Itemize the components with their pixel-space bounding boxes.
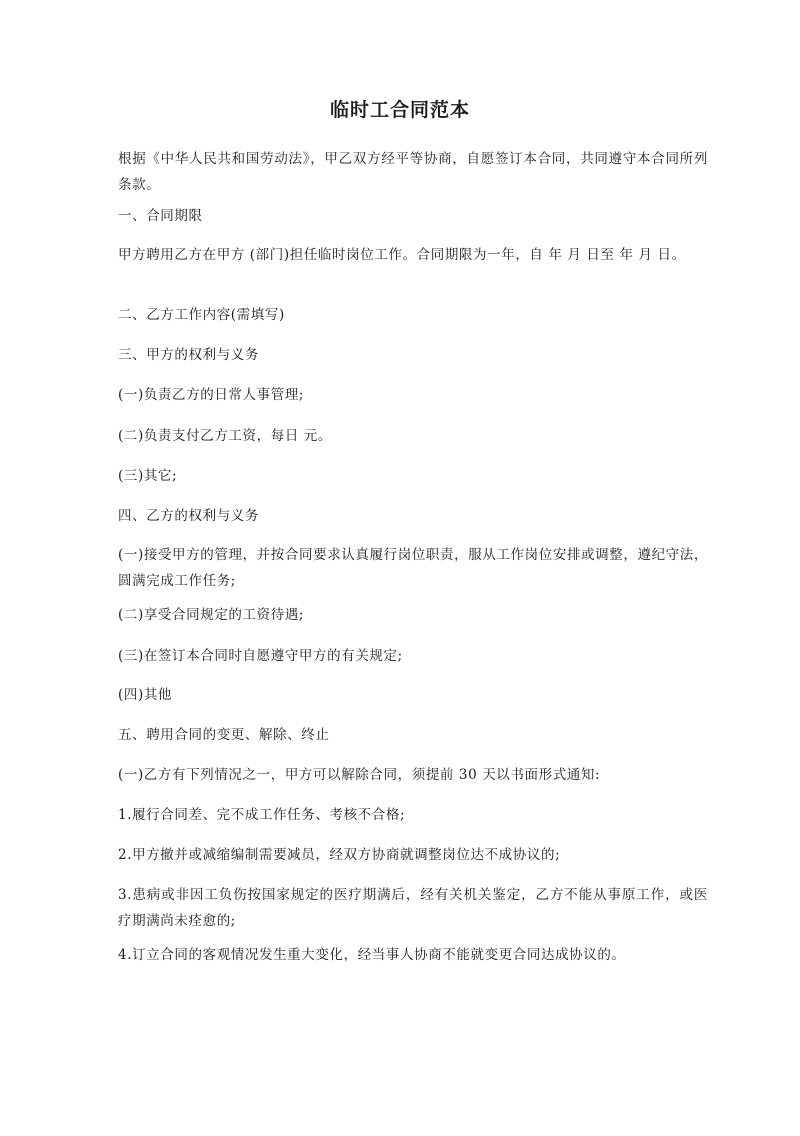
termination-item-1: 1.履行合同差、完不成工作任务、考核不合格; [118, 807, 406, 823]
section-heading-employee-rights: 四、乙方的权利与义务 [118, 508, 259, 524]
intro-paragraph: 根据《中华人民共和国劳动法》，甲乙双方经平等协商，自愿签订本合同，共同遵守本合同所列条款。 [118, 151, 708, 193]
section-heading-termination: 五、聘用合同的变更、解除、终止 [118, 727, 330, 743]
document-title: 临时工合同范本 [329, 99, 470, 121]
termination-clause-1: (一)乙方有下列情况之一，甲方可以解除合同，须提前 30 天以书面形式通知: [118, 767, 601, 783]
employee-clause-3: (三)在签订本合同时自愿遵守甲方的有关规定; [118, 648, 403, 664]
employee-clause-1: (一)接受甲方的管理，并按合同要求认真履行岗位职责，服从工作岗位安排或调整，遵纪守法，圆满完成工作任务; [118, 547, 708, 589]
termination-item-4: 4.订立合同的客观情况发生重大变化，经当事人协商不能就变更合同达成协议的。 [118, 947, 626, 963]
section-heading-term: 一、合同期限 [118, 208, 203, 224]
employer-clause-1: (一)负责乙方的日常人事管理; [118, 387, 305, 403]
termination-item-2: 2.甲方撤并或减缩编制需要减员，经双方协商就调整岗位达不成协议的; [118, 847, 561, 863]
employer-clause-2: (二)负责支付乙方工资，每日 元。 [118, 428, 333, 444]
section-heading-work-content: 二、乙方工作内容(需填写) [118, 307, 285, 323]
employer-clause-3: (三)其它; [118, 468, 178, 484]
term-paragraph: 甲方聘用乙方在甲方 (部门)担任临时岗位工作。合同期限为一年，自 年 月 日至 年 月 日。 [118, 247, 686, 263]
termination-item-3: 3.患病或非因工负伤按国家规定的医疗期满后，经有关机关鉴定，乙方不能从事原工作，或医疗期满尚未痊愈的; [118, 887, 708, 929]
employee-clause-4: (四)其他 [118, 687, 173, 703]
section-heading-employer-rights: 三、甲方的权利与义务 [118, 347, 259, 363]
employee-clause-2: (二)享受合同规定的工资待遇; [118, 607, 305, 623]
